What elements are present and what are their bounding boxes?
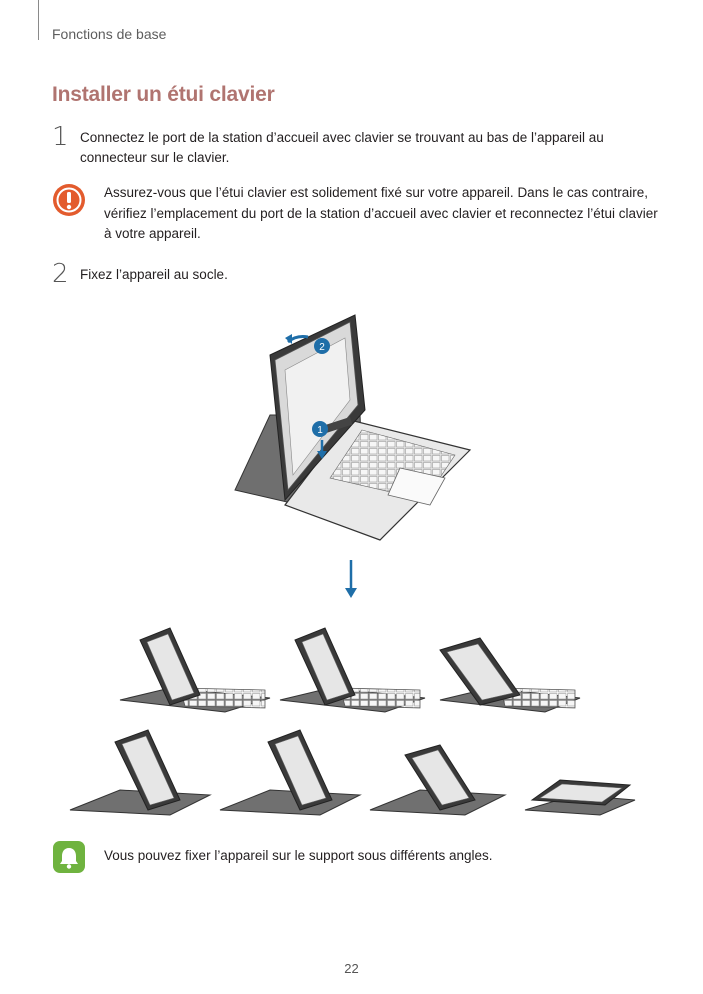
stand-angle-3 <box>440 638 580 712</box>
caution-icon <box>52 183 86 217</box>
header-rule <box>38 0 39 40</box>
down-arrow-icon <box>345 560 357 598</box>
page-title: Installer un étui clavier <box>52 83 275 106</box>
section-label: Fonctions de base <box>52 26 167 42</box>
step-number: 1 <box>52 122 69 152</box>
stand-angle-7 <box>525 780 635 815</box>
main-device-illustration <box>235 315 470 540</box>
keyboard-cover-illustration <box>0 290 703 830</box>
stand-angle-5 <box>220 730 360 815</box>
step-number: 2 <box>52 259 69 289</box>
callout-1: 1 <box>317 425 323 436</box>
stand-angle-1 <box>120 628 270 712</box>
step-text: Fixez l’appareil au socle. <box>80 267 228 282</box>
page-number: 22 <box>344 961 359 976</box>
stand-angle-6 <box>370 745 505 815</box>
bell-icon <box>52 840 86 874</box>
step-text: Connectez le port de la station d’accueil avec clavier se trouvant au bas de l’appareil au connecteur sur le clavier. <box>80 130 604 165</box>
tip-text: Vous pouvez fixer l’appareil sur le support sous différents angles. <box>104 848 493 863</box>
caution-text: Assurez-vous que l’étui clavier est solidement fixé sur votre appareil. Dans le cas contraire, vérifiez l’emplacement du port de la station d’accueil avec clavier et reconnectez l’étui clavier à votre appareil. <box>104 185 658 241</box>
callout-2: 2 <box>319 342 325 353</box>
stand-angle-2 <box>280 628 425 712</box>
stand-angle-4 <box>70 730 210 815</box>
